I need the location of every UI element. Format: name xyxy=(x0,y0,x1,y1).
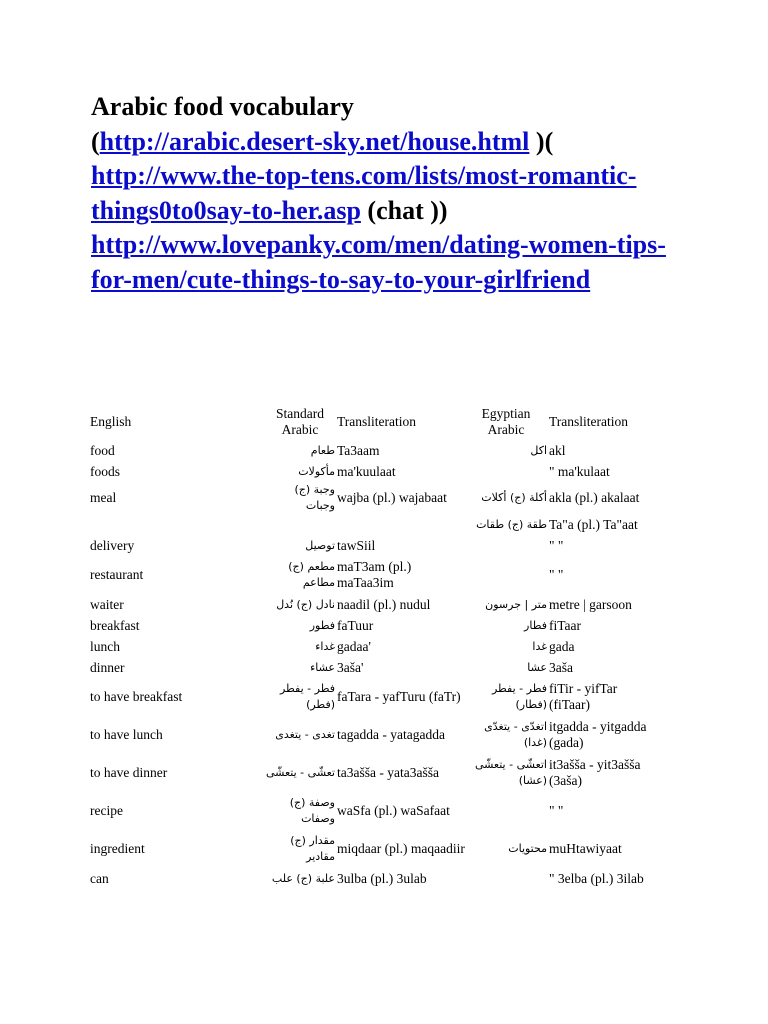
cell-egyptian-arabic: أكلة (ج) أكلات xyxy=(481,491,547,504)
cell-english: dinner xyxy=(90,659,125,675)
cell-english xyxy=(88,514,265,535)
open-paren: ( xyxy=(91,126,100,156)
table-body xyxy=(88,440,659,889)
cell-egyptian-transliteration: akl xyxy=(549,442,566,458)
table-row xyxy=(88,556,659,594)
table-row xyxy=(88,678,659,716)
cell-standard-transliteration xyxy=(336,514,465,535)
table-header-row xyxy=(88,404,659,440)
vocabulary-table xyxy=(88,404,659,889)
cell-standard-transliteration: 3ulba (pl.) 3ulab xyxy=(337,870,427,886)
cell-egyptian-transliteration: fiTir - yifTar (fiTaar) xyxy=(549,681,618,712)
header-transliteration-2: Transliteration xyxy=(549,414,628,429)
cell-standard-transliteration: tagadda - yatagadda xyxy=(337,727,445,742)
table-row xyxy=(88,482,659,514)
cell-standard-transliteration: faTuur xyxy=(337,617,374,633)
cell-standard-arabic: فطور xyxy=(309,618,335,632)
cell-english: recipe xyxy=(90,803,123,818)
document-title xyxy=(91,90,691,297)
cell-english: ingredient xyxy=(90,841,145,856)
cell-egyptian-arabic xyxy=(465,535,548,556)
cell-standard-transliteration: maT3am (pl.) maTaa3im xyxy=(337,559,412,590)
cell-standard-arabic: وجبة (ج) وجبات xyxy=(294,483,335,512)
table-row xyxy=(88,716,659,754)
cell-english: restaurant xyxy=(90,567,144,582)
cell-standard-arabic: عشاء xyxy=(310,660,335,674)
cell-english: food xyxy=(90,442,115,458)
header-english: English xyxy=(90,414,132,429)
cell-standard-transliteration: miqdaar (pl.) maqaadiir xyxy=(337,841,465,856)
cell-egyptian-arabic xyxy=(465,461,548,482)
cell-egyptian-arabic: متر | جرسون xyxy=(485,597,547,611)
table-row xyxy=(88,754,659,792)
cell-english: foods xyxy=(90,463,120,479)
table-row xyxy=(88,868,659,889)
cell-egyptian-arabic: فطار xyxy=(524,618,547,632)
cell-standard-arabic: غداء xyxy=(315,639,335,653)
table-row xyxy=(88,535,659,556)
cell-egyptian-transliteration: Ta"a (pl.) Ta"aat xyxy=(549,516,638,532)
header-transliteration-1: Transliteration xyxy=(337,414,416,429)
cell-standard-arabic: تغدى - يتغدى xyxy=(275,728,335,741)
cell-egyptian-arabic: اكل xyxy=(530,443,547,457)
cell-english: meal xyxy=(90,490,117,505)
cell-english: delivery xyxy=(90,537,135,553)
table-row xyxy=(88,830,659,868)
cell-standard-transliteration: gadaa' xyxy=(337,638,371,654)
cell-egyptian-transliteration: 3aša xyxy=(549,659,573,675)
cell-egyptian-arabic: اتعشّى - يتعشّى (عشا) xyxy=(474,758,547,787)
chat-note: (chat )) xyxy=(360,195,448,225)
cell-english: lunch xyxy=(90,638,120,654)
cell-egyptian-arabic: فطر - يفطر (فطار) xyxy=(491,682,547,711)
cell-egyptian-transliteration: " " xyxy=(549,537,564,553)
cell-standard-transliteration: Ta3aam xyxy=(337,442,380,458)
table-row xyxy=(88,514,659,535)
cell-standard-arabic: توصيل xyxy=(305,538,335,552)
header-standard-arabic: Standard Arabic xyxy=(276,406,324,437)
link-lovepanky[interactable]: http://www.lovepanky.com/men/dating-women-tips-for-men/cute-things-to-say-to-your-girlfriend xyxy=(91,230,666,294)
table-row xyxy=(88,461,659,482)
cell-egyptian-transliteration: fiTaar xyxy=(549,617,582,633)
cell-standard-arabic: فطر - يفطر (فطر) xyxy=(279,682,335,711)
cell-standard-transliteration: wajba (pl.) wajabaat xyxy=(337,490,447,505)
cell-standard-transliteration: tawSiil xyxy=(337,537,376,553)
cell-standard-transliteration: ma'kuulaat xyxy=(337,463,396,479)
cell-english: to have lunch xyxy=(90,727,163,742)
cell-egyptian-transliteration: metre | garsoon xyxy=(549,596,632,612)
cell-standard-arabic: نادل (ج) نُدل xyxy=(276,597,335,611)
cell-standard-arabic: علبة (ج) علب xyxy=(271,871,335,885)
table-row xyxy=(88,636,659,657)
cell-egyptian-transliteration: itgadda - yitgadda (gada) xyxy=(549,719,647,750)
link-top-tens[interactable]: http://www.the-top-tens.com/lists/most-romantic-things0to0say-to-her.asp xyxy=(91,161,637,225)
table-row xyxy=(88,792,659,830)
cell-standard-arabic: طعام xyxy=(310,443,335,457)
cell-standard-arabic: وصفة (ج) وصفات xyxy=(289,796,335,825)
cell-egyptian-arabic: غدا xyxy=(532,639,547,653)
mid-separator: )( xyxy=(529,126,554,156)
cell-egyptian-arabic: طقة (ج) طقات xyxy=(476,517,547,531)
cell-egyptian-arabic: عشا xyxy=(527,660,547,674)
cell-egyptian-arabic: اتغدّى - يتغدّى (غدا) xyxy=(484,720,547,749)
cell-standard-transliteration: ta3ašša - yata3ašša xyxy=(337,765,439,780)
cell-egyptian-transliteration: " " xyxy=(549,803,564,818)
cell-egyptian-arabic: محتويات xyxy=(508,842,547,855)
cell-egyptian-transliteration: " " xyxy=(549,567,564,582)
cell-egyptian-transliteration: it3ašša - yit3ašša (3aša) xyxy=(549,757,641,788)
cell-standard-arabic: مقدار (ج) مقادير xyxy=(290,834,335,863)
cell-egyptian-transliteration: akla (pl.) akalaat xyxy=(549,490,640,505)
cell-egyptian-transliteration: gada xyxy=(549,638,575,654)
table-row xyxy=(88,615,659,636)
table-row xyxy=(88,594,659,615)
cell-standard-arabic: مطعم (ج) مطاعم xyxy=(288,560,335,589)
cell-egyptian-transliteration: muHtawiyaat xyxy=(549,841,622,856)
cell-english: waiter xyxy=(90,596,124,612)
cell-standard-arabic xyxy=(265,514,336,535)
table-row xyxy=(88,657,659,678)
cell-english: to have breakfast xyxy=(90,689,183,704)
table-row xyxy=(88,440,659,461)
cell-egyptian-arabic xyxy=(465,556,548,594)
cell-standard-transliteration: waSfa (pl.) waSafaat xyxy=(337,803,450,818)
header-egyptian-arabic: Egyptian Arabic xyxy=(481,406,531,437)
link-desert-sky[interactable]: http://arabic.desert-sky.net/house.html xyxy=(99,126,530,156)
cell-english: can xyxy=(90,870,109,886)
cell-standard-transliteration: naadil (pl.) nudul xyxy=(337,596,431,612)
cell-egyptian-transliteration: " ma'kulaat xyxy=(549,463,610,479)
cell-standard-arabic: مأكولات xyxy=(298,464,335,478)
cell-egyptian-transliteration: " 3elba (pl.) 3ilab xyxy=(549,870,644,886)
cell-egyptian-arabic xyxy=(465,868,548,889)
cell-standard-transliteration: 3aša' xyxy=(337,659,364,675)
cell-standard-arabic: تعشّى - يتعشّى xyxy=(266,766,335,779)
cell-standard-transliteration: faTara - yafTuru (faTr) xyxy=(337,689,461,704)
heading-text: Arabic food vocabulary xyxy=(91,92,354,121)
cell-english: breakfast xyxy=(90,617,140,633)
cell-english: to have dinner xyxy=(90,765,168,780)
cell-egyptian-arabic xyxy=(465,792,548,830)
